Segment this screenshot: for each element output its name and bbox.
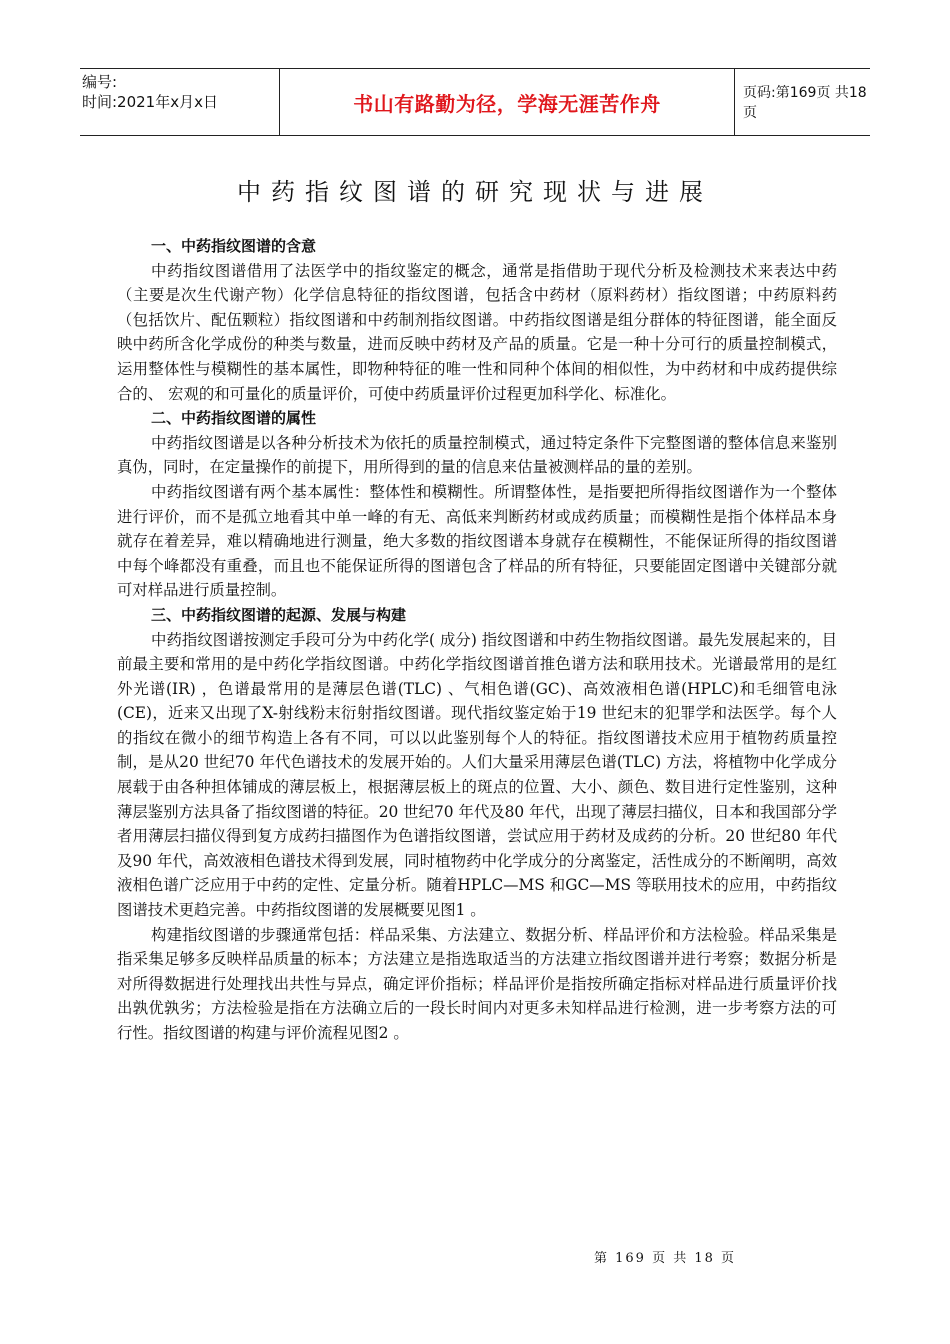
document-body (117, 234, 837, 1046)
motto-text: 书山有路勤为径，学海无涯苦作舟 (353, 91, 661, 116)
page-footer: 第 169 页 共 18 页 (594, 1251, 737, 1266)
section-heading-3: 三、中药指纹图谱的起源、发展与构建 (151, 605, 407, 624)
section-heading-2: 二、中药指纹图谱的属性 (151, 409, 317, 428)
paragraph: 中药指纹图谱按测定手段可分为中药化学( 成分) 指纹图谱和中药生物指纹图谱。最先发展起来的，目前最主要和常用的是中药化学指纹图谱。中药化学指纹图谱首推色谱方法和联用技术。光谱最常用的是红外光谱(IR) ，色谱最常用的是薄层色谱(TLC) 、气相色谱(GC)、高效液相色谱(HPLC)和毛细管电泳(CE)，近来又出现了X-射线粉末衍射指纹图谱。现代指纹鉴定始于19 世纪末的犯罪学和法医学。每个人的指纹在微小的细节构造上各有不同，可以以此鉴别每个人的特征。指纹图谱技术应用于植物药质量控制，是从20 世纪70 年代色谱技术的发展开始的。人们大量采用薄层色谱(TLC) 方法，将植物中化学成分展载于由各种担体铺成的薄层板上，根据薄层板上的斑点的位置、大小、颜色、数目进行定性鉴别，这种薄层鉴别方法具备了指纹图谱的特征。20 世纪70 年代及80 年代，出现了薄层扫描仪，日本和我国部分学者用薄层扫描仪得到复方成药扫描图作为色谱指纹图谱，尝试应用于药材及成药的分析。20 世纪80 年代及90 年代，高效液相色谱技术得到发展，同时植物药中化学成分的分离鉴定，活性成分的不断阐明，高效液相色谱广泛应用于中药的定性、定量分析。随着HPLC—MS 和GC—MS 等联用技术的应用，中药指纹图谱技术更趋完善。中药指纹图谱的发展概要见图1 。 (117, 630, 838, 920)
header-meta (80, 69, 280, 135)
document-title: 中药指纹图谱的研究现状与进展 (237, 178, 713, 206)
paragraph: 中药指纹图谱是以各种分析技术为依托的质量控制模式，通过特定条件下完整图谱的整体信息来鉴别真伪，同时，在定量操作的前提下，用所得到的量的信息来估量被测样品的量的差别。 (117, 433, 837, 477)
header-motto-cell (280, 69, 735, 135)
section-heading-1: 一、中药指纹图谱的含意 (151, 237, 317, 255)
paragraph: 中药指纹图谱有两个基本属性：整体性和模糊性。所谓整体性，是指要把所得指纹图谱作为一个整体进行评价，而不是孤立地看其中单一峰的有无、高低来判断药材或成药质量；而模糊性是指个体样品本身就存在着差异，难以精确地进行测量，绝大多数的指纹图谱本身就存在模糊性，不能保证所得的指纹图谱中每个峰都没有重叠，而且也不能保证所得的图谱包含了样品的所有特征，只要能固定图谱中关键部分就可对样品进行质量控制。 (117, 482, 837, 600)
page-label: 页码:第169页 共18页 (743, 85, 867, 121)
page-header (80, 68, 870, 136)
time-label: 时间:2021年x月x日 (82, 93, 218, 111)
header-page-cell (735, 69, 870, 135)
paragraph: 中药指纹图谱借用了法医学中的指纹鉴定的概念，通常是指借助于现代分析及检测技术来表达中药（主要是次生代谢产物）化学信息特征的指纹图谱，包括含中药材（原料药材）指纹图谱；中药原料药（包括饮片、配伍颗粒）指纹图谱和中药制剂指纹图谱。中药指纹图谱是组分群体的特征图谱，能全面反映中药所含化学成份的种类与数量，进而反映中药材及产品的质量。它是一种十分可行的质量控制模式，运用整体性与模糊性的基本属性，即物种特征的唯一性和同种个体间的相似性，为中药材和中成药提供综合的、 宏观的和可量化的质量评价，可使中药质量评价过程更加科学化、标准化。 (117, 261, 837, 403)
number-label: 编号: (82, 73, 118, 91)
paragraph: 构建指纹图谱的步骤通常包括：样品采集、方法建立、数据分析、样品评价和方法检验。样品采集是指采集足够多反映样品质量的标本；方法建立是指选取适当的方法建立指纹图谱并进行考察；数据分析是对所得数据进行处理找出共性与异点，确定评价指标；样品评价是指按所确定指标对样品进行质量评价找出孰优孰劣；方法检验是指在方法确立后的一段长时间内对更多未知样品进行检测，进一步考察方法的可行性。指纹图谱的构建与评价流程见图2 。 (117, 925, 837, 1042)
